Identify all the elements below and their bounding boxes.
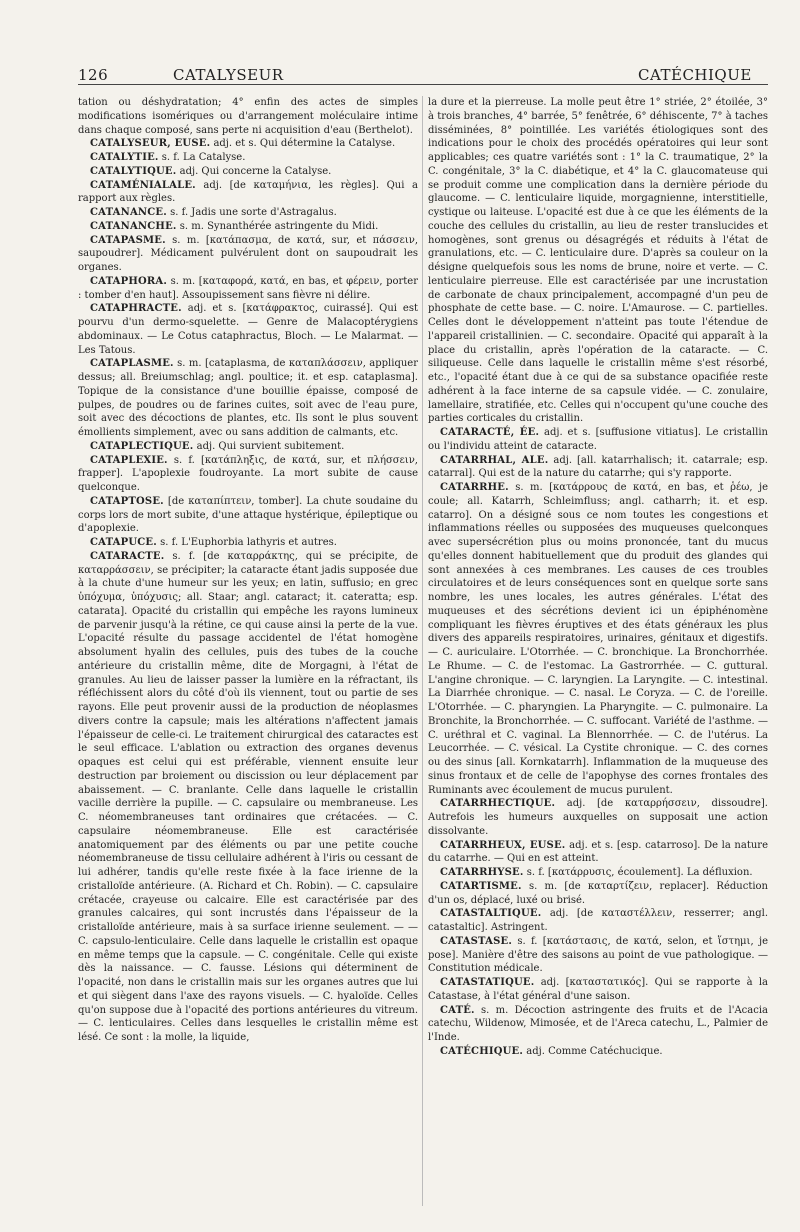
entry-definition: adj. et s. [esp. catarroso]. De la nature du catarrhe. — Qui en est atteint. [428, 839, 768, 865]
dictionary-entry [428, 96, 768, 426]
entry-headword: CATAMÉNIALALE. [90, 179, 196, 191]
entry-headword: CATASTATIQUE. [440, 977, 535, 988]
entry-definition: adj. [all. katarrhalisch; it. catarrale; esp. catarral]. Qui est de la nature du catarrhe; qui s'y rapporte. [428, 454, 768, 480]
entry-definition: s. m. Décoction astringente des fruits et de l'Acacia catechu, Wildenow, Mimosée, et de l'Areca catechu, L., Palmier de l'Inde. [428, 1004, 768, 1043]
entry-headword: CATAPTOSE. [90, 495, 164, 507]
entry-definition: adj. et s. [κατάφρακτος, cuirassé]. Qui est pourvu d'un dermo-squelette. — Genre de Malacoptérygiens abdominaux. — Le Cotus cataphractus, Bloch. — Le Malarmat. — Les Tatous. [78, 303, 418, 356]
dictionary-entry [78, 357, 418, 440]
entry-headword: CATARTISME. [440, 880, 522, 892]
entry-headword: CATÉ. [440, 1004, 475, 1016]
dictionary-entry [78, 234, 418, 275]
entry-definition: s. f. L'Euphorbia lathyris et autres. [156, 537, 337, 548]
dictionary-entry [428, 426, 768, 454]
dictionary-entry [428, 1045, 768, 1059]
entry-definition: adj. [καταστατικός]. Qui se rapporte à la Catastase, à l'état général d'une saison. [428, 977, 768, 1002]
entry-headword: CATAPLASME. [90, 358, 174, 370]
entry-headword: CATARRHYSE. [440, 867, 524, 878]
dictionary-entry [428, 866, 768, 880]
entry-definition: s. f. La Catalyse. [158, 152, 246, 163]
dictionary-entry [78, 440, 418, 454]
entry-headword: CATARRHEUX, EUSE. [440, 839, 566, 851]
entry-headword: CATARRHECTIQUE. [440, 798, 556, 810]
dictionary-entry [78, 165, 418, 179]
entry-headword: CATASTASE. [440, 935, 513, 947]
entry-headword: CATAPHRACTE. [90, 303, 182, 315]
entry-definition: s. m. [καταφορά, κατά, en bas, et φέρειν, porter : tomber d'en haut]. Assoupissement sans fièvre ni délire. [78, 275, 418, 301]
entry-definition: adj. [de καταμήνια, les règles]. Qui a rapport aux règles. [78, 179, 418, 205]
entry-headword: CATALYSEUR, EUSE. [90, 138, 211, 150]
entry-headword: CATANANCHE. [90, 220, 177, 232]
entry-headword: CATAPLEXIE. [90, 454, 168, 466]
entry-headword: CATASTALTIQUE. [440, 908, 542, 920]
entry-definition: adj. Qui survient subitement. [193, 440, 345, 452]
right-column [428, 96, 768, 1218]
page-header [78, 66, 770, 90]
entry-definition: s. m. [de καταρτίζειν, replacer]. Réduction d'un os, déplacé, luxé ou brisé. [428, 880, 768, 906]
dictionary-entry [428, 935, 768, 976]
dictionary-entry [428, 880, 768, 908]
dictionary-entry [78, 96, 418, 137]
entry-definition: tation ou déshydratation; 4° enfin des actes de simples modifications isomériques ou d'arrangement moléculaire intime dans chaque composé, sans perte ni acquisition d'eau (Berthelot). [78, 97, 418, 136]
dictionary-entry [428, 797, 768, 838]
dictionary-entry [428, 907, 768, 935]
running-head-left: CATALYSEUR [173, 66, 284, 84]
dictionary-entry [428, 454, 768, 482]
entry-headword: CATAPASME. [90, 234, 166, 246]
dictionary-entry [78, 220, 418, 234]
page-number: 126 [78, 66, 109, 84]
dictionary-entry [428, 839, 768, 867]
entry-definition: s. f. [κατάστασις, de κατά, selon, et ἵστημι, je pose]. Manière d'être des saisons au point de vue pathologique. — Constitution médicale. [428, 935, 768, 975]
entry-headword: CATAPUCE. [90, 537, 157, 548]
entry-headword: CATARACTÉ, ÉE. [440, 427, 540, 438]
dictionary-entry [78, 179, 418, 207]
entry-definition: s. f. [κατάπληξις, de κατά, sur, et πλήσσειν, frapper]. L'apoplexie foudroyante. La mort subite de cause quelconque. [78, 454, 418, 493]
dictionary-entry [78, 275, 418, 303]
entry-headword: CATÉCHIQUE. [440, 1045, 524, 1057]
entry-headword: CATANANCE. [90, 207, 167, 218]
left-column [78, 96, 418, 1218]
entry-definition: [de καταπίπτειν, tomber]. La chute soudaine du corps lors de mort subite, d'une attaque hystérique, épileptique ou d'apoplexie. [78, 495, 418, 535]
dictionary-entry [78, 137, 418, 151]
entry-definition: adj. et s. Qui détermine la Catalyse. [210, 138, 396, 150]
entry-definition: la dure et la pierreuse. La molle peut être 1° striée, 2° étoilée, 3° à trois branches, 4° barrée, 5° fenêtrée, 6° déhiscente, 7° à taches disséminées, 8° pointillée. Les variétés étiologiques sont des indications pour le choix des procédés opératoires qui leur sont applicables; ces quatre variétés sont : 1° la C. traumatique, 2° la C. congénitale, 3° la C. diabétique, et 4° la C. glaucomateuse qui se produit comme une complication dans la dernière période du glaucome. — C. lenticulaire liquide, morgagnienne, interstitielle, cystique ou laiteuse. L'opacité est due à ce que les éléments de la couche des cellules du cristallin, au lieu de rester translucides et homogènes, sont grenus ou désagrégés et réduits à l'état de granulations, etc. — C. lenticulaire dure. D'après sa couleur on la désigne quelquefois sous les noms de brune, noire et verte. — C. lenticulaire pierreuse. Elle est caractérisée par une incrustation de carbonate de chaux principalement, accompagné d'un peu de phosphate de cette base. — C. noire. L'Amaurose. — C. partielles. Celles dont le développement n'atteint pas toute l'étendue de l'appareil cristallinien. — C. secondaire. Opacité qui apparaît à la place du cristallin, après l'opération de la cataracte. — C. siliqueuse. Celle dans laquelle le cristallin même s'est résorbé, etc., l'opacité étant due à ce qui de sa substance opacifiée reste adhérent à la face interne de sa capsule vidée. — C. zonulaire, lamellaire, stratifiée, etc. Celles qui n'occupent qu'une couche des parties corticales du cristallin. [428, 97, 768, 425]
entry-definition: s. f. Jadis une sorte d'Astragalus. [166, 207, 337, 218]
dictionary-entry [428, 481, 768, 797]
dictionary-entry [78, 536, 418, 550]
running-head-right: CATÉCHIQUE [638, 66, 752, 84]
entry-headword: CATARRHAL, ALE. [440, 454, 549, 466]
dictionary-entry [78, 550, 418, 1045]
entry-definition: s. f. [κατάρρυσις, écoulement]. La défluxion. [523, 867, 753, 878]
entry-headword: CATALYTIQUE. [90, 165, 177, 177]
column-divider [422, 96, 423, 1206]
entry-definition: adj. et s. [suffusione vitiatus]. Le cristallin ou l'individu atteint de cataracte. [428, 427, 768, 452]
dictionary-entry [78, 495, 418, 536]
dictionary-entry [428, 976, 768, 1004]
entry-definition: s. m. [κατάρρους de κατά, en bas, et ῥέω, je coule; all. Katarrh, Schleimfluss; angl. catharrh; it. et esp. catarro]. On a désigné sous ce nom toutes les congestions et inflammations réelles ou supposées des muqueuses quelconques avec supersécrétion plus ou moins prononcée, tant du mucus qu'elles donnent habituellement que du produit des glandes qui sont annexées à ces membranes. Les causes de ces troubles circulatoires et de leurs conséquences sont en quelque sorte sans nombre, les unes locales, les autres générales. L'état des muqueuses et des sécrétions devient ici un épiphénomène compliquant les fièvres éruptives et des états généraux les plus divers des appareils respiratoires, urinaires, génitaux et digestifs. — C. auriculaire. L'Otorrhée. — C. bronchique. La Bronchorrhée. Le Rhume. — C. de l'estomac. La Gastrorrhée. — C. guttural. L'angine chronique. — C. laryngien. La Laryngite. — C. intestinal. La Diarrhée chronique. — C. nasal. Le Coryza. — C. de l'oreille. L'Otorrhée. — C. pharyngien. La Pharyngite. — C. pulmonaire. La Bronchite, la Bronchorrhée. — C. suffocant. Variété de l'asthme. — C. uréthral et C. vaginal. La Blennorrhée. — C. de l'utérus. La Leucorrhée. — C. vésical. La Cystite chronique. — C. des cornes ou des sinus [all. Kornkatarrh]. Inflammation de la muqueuse des sinus frontaux et de celle de l'apophyse des cornes frontales des Ruminants avec écoulement de mucus purulent. [428, 482, 768, 796]
dictionary-entry [78, 302, 418, 357]
dictionary-entry [78, 151, 418, 165]
entry-definition: s. m. [κατάπασμα, de κατά, sur, et πάσσειν, saupoudrer]. Médicament pulvérulent dont on saupoudrait les organes. [78, 234, 418, 273]
entry-definition: adj. [de καταρρήσσειν, dissoudre]. Autrefois les humeurs auxquelles on supposait une action dissolvante. [428, 798, 768, 837]
entry-headword: CATAPHORA. [90, 275, 168, 287]
entry-definition: s. m. [cataplasma, de καταπλάσσειν, appliquer dessus; all. Breiumschlag; angl. poultice; it. et esp. cataplasma]. Topique de la consistance d'une bouillie épaisse, composé de pulpes, de poudres ou de farines cuites, soit avec de l'eau pure, soit avec des décoctions de plantes, etc. Ils sont le plus souvent émollients simplement, avec ou sans addition de calmants, etc. [78, 358, 418, 438]
entry-definition: s. f. [de καταρράκτης, qui se précipite, de καταρράσσειν, se précipiter; la cataracte étant jadis supposée due à la chute d'une humeur sur les yeux; en latin, suffusio; en grec ὑπόχυμα, ὑπόχυσις; all. Staar; angl. cataract; it. cateratta; esp. catarata]. Opacité du cristallin qui empêche les rayons lumineux de parvenir jusqu'à la rétine, ce qui cause ainsi la perte de la vue. L'opacité résulte du passage accidentel de l'état homogène absolument hyalin des cellules, puis des tubes de la couche antérieure du cristallin même, dite de Morgagni, à l'état de granules. Au lieu de laisser passer la lumière en la réfractant, ils réfléchissent alors du côté d'où ils viennent, tout ou partie de ses rayons. Elle peut provenir aussi de la production de néoplasmes divers contre la capsule; mais les altérations n'affectent jamais l'épaisseur de celle-ci. Le traitement chirurgical des cataractes est le seul efficace. L'ablation ou extraction des organes devenus opaques est celui qui est préférable, viennent ensuite leur destruction par broiement ou discission ou leur déplacement par abaissement. — C. branlante. Celle dans laquelle le cristallin vacille derrière la pupille. — C. capsulaire ou membraneuse. Les C. néomembraneuses tant ordinaires que crétacées. — C. capsulaire néomembraneuse. Elle est caractérisée anatomiquement par des éléments ou par une petite couche néomembraneuse de tissu cellulaire adhérent à l'iris ou cessant de lui adhérer, tandis qu'elle reste fixée à la face irienne de la cristalloïde antérieure. (A. Richard et Ch. Robin). — C. capsulaire crétacée, crayeuse ou calcaire. Elle est caractérisée par des granules calcaires, qui sont incrustés dans l'épaisseur de la cristalloïde antérieure, mais à sa surface irienne seulement. — — C. capsulo-lenticulaire. Celle dans laquelle le cristallin est opaque en même temps que la capsule. — C. congénitale. Celle qui existe dès la naissance. — C. fausse. Lésions qui déterminent de l'opacité, non dans le cristallin mais sur les organes autres que lui et qui siègent dans l'axe des rayons visuels. — C. hyaloïde. Celles qu'on suppose due à l'opacité des portions antérieures du vitreum. — C. lenticulaires. Celles dans lesquelles le cristallin même est lésé. Ce sont : la molle, la liquide, [78, 550, 418, 1043]
dictionary-entry [78, 454, 418, 495]
entry-definition: s. m. Synanthérée astringente du Midi. [176, 220, 379, 232]
entry-headword: CATARRHE. [440, 482, 509, 493]
entry-definition: adj. Comme Catéchucique. [523, 1045, 663, 1057]
entry-headword: CATALYTIE. [90, 152, 159, 163]
entry-headword: CATAPLECTIQUE. [90, 440, 194, 452]
entry-definition: adj. [de καταστέλλειν, resserrer; angl. catastaltic]. Astringent. [428, 908, 768, 933]
dictionary-entry [78, 206, 418, 220]
entry-definition: adj. Qui concerne la Catalyse. [176, 165, 332, 177]
header-rule [78, 84, 768, 85]
entry-headword: CATARACTE. [90, 550, 165, 562]
dictionary-entry [428, 1004, 768, 1045]
